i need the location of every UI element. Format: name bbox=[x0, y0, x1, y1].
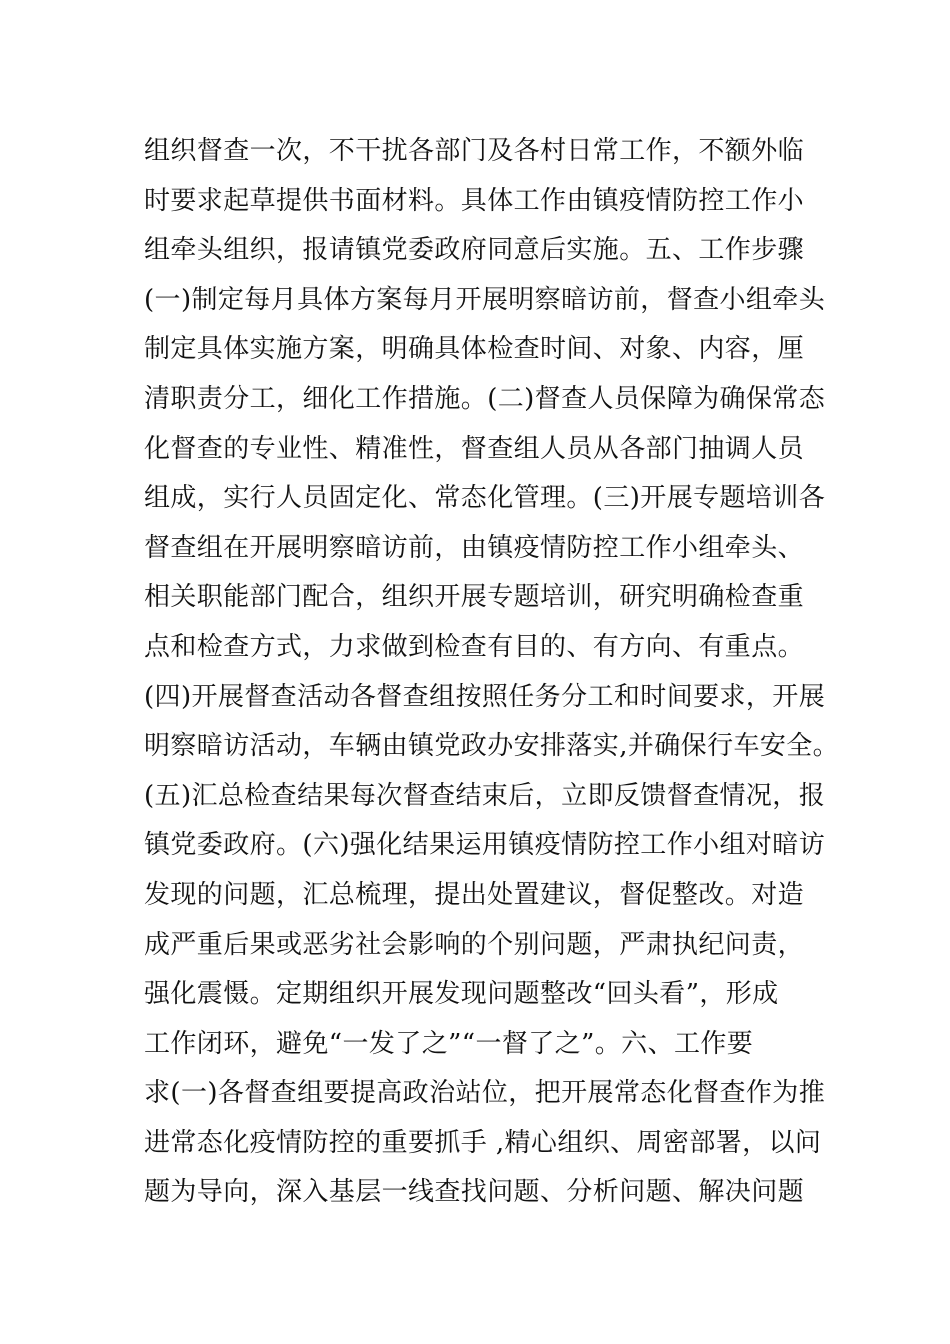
text-line-2: 时要求起草提供书面材料。具体工作由镇疫情防控工作小 bbox=[144, 185, 805, 216]
text-line-20: 求(一)各督查组要提高政治站位，把开展常态化督查作为推 bbox=[144, 1078, 826, 1109]
text-line-10: 相关职能部门配合，组织开展专题培训，研究明确检查重 bbox=[144, 582, 805, 613]
text-line-17: 成严重后果或恶劣社会影响的个别问题，严肃执纪问责， bbox=[144, 929, 805, 960]
text-line-3: 组牵头组织，报请镇党委政府同意后实施。五、工作步骤 bbox=[144, 235, 805, 266]
text-line-19: 工作闭环，避免“一发了之”“一督了之”。六、工作要 bbox=[144, 1028, 754, 1059]
text-line-6: 清职责分工，细化工作措施。(二)督查人员保障为确保常态 bbox=[144, 383, 826, 414]
text-line-5: 制定具体实施方案，明确具体检查时间、对象、内容，厘 bbox=[144, 334, 805, 365]
text-line-7: 化督查的专业性、精准性，督查组人员从各部门抽调人员 bbox=[144, 433, 805, 464]
body-text bbox=[144, 127, 844, 1218]
text-line-11: 点和检查方式，力求做到检查有目的、有方向、有重点。 bbox=[144, 631, 805, 662]
text-line-12: (四)开展督查活动各督查组按照任务分工和时间要求，开展 bbox=[144, 681, 826, 712]
text-line-14: (五)汇总检查结果每次督查结束后，立即反馈督查情况，报 bbox=[144, 780, 826, 811]
text-line-15: 镇党委政府。(六)强化结果运用镇疫情防控工作小组对暗访 bbox=[144, 830, 826, 861]
text-line-18: 强化震慑。定期组织开展发现问题整改“回头看”，形成 bbox=[144, 979, 779, 1010]
text-line-13: 明察暗访活动，车辆由镇党政办安排落实,并确保行车安全。 bbox=[144, 731, 840, 762]
text-line-4: (一)制定每月具体方案每月开展明察暗访前，督查小组牵头 bbox=[144, 284, 826, 315]
text-line-9: 督查组在开展明察暗访前，由镇疫情防控工作小组牵头、 bbox=[144, 532, 805, 563]
text-line-16: 发现的问题，汇总梳理，提出处置建议，督促整改。对造 bbox=[144, 879, 805, 910]
text-line-21: 进常态化疫情防控的重要抓手 ,精心组织、周密部署，以问 bbox=[144, 1127, 822, 1158]
text-line-22: 题为导向，深入基层一线查找问题、分析问题、解决问题 bbox=[144, 1177, 805, 1208]
text-line-1: 组织督查一次，不干扰各部门及各村日常工作，不额外临 bbox=[144, 136, 805, 166]
text-line-8: 组成，实行人员固定化、常态化管理。(三)开展专题培训各 bbox=[144, 483, 826, 514]
